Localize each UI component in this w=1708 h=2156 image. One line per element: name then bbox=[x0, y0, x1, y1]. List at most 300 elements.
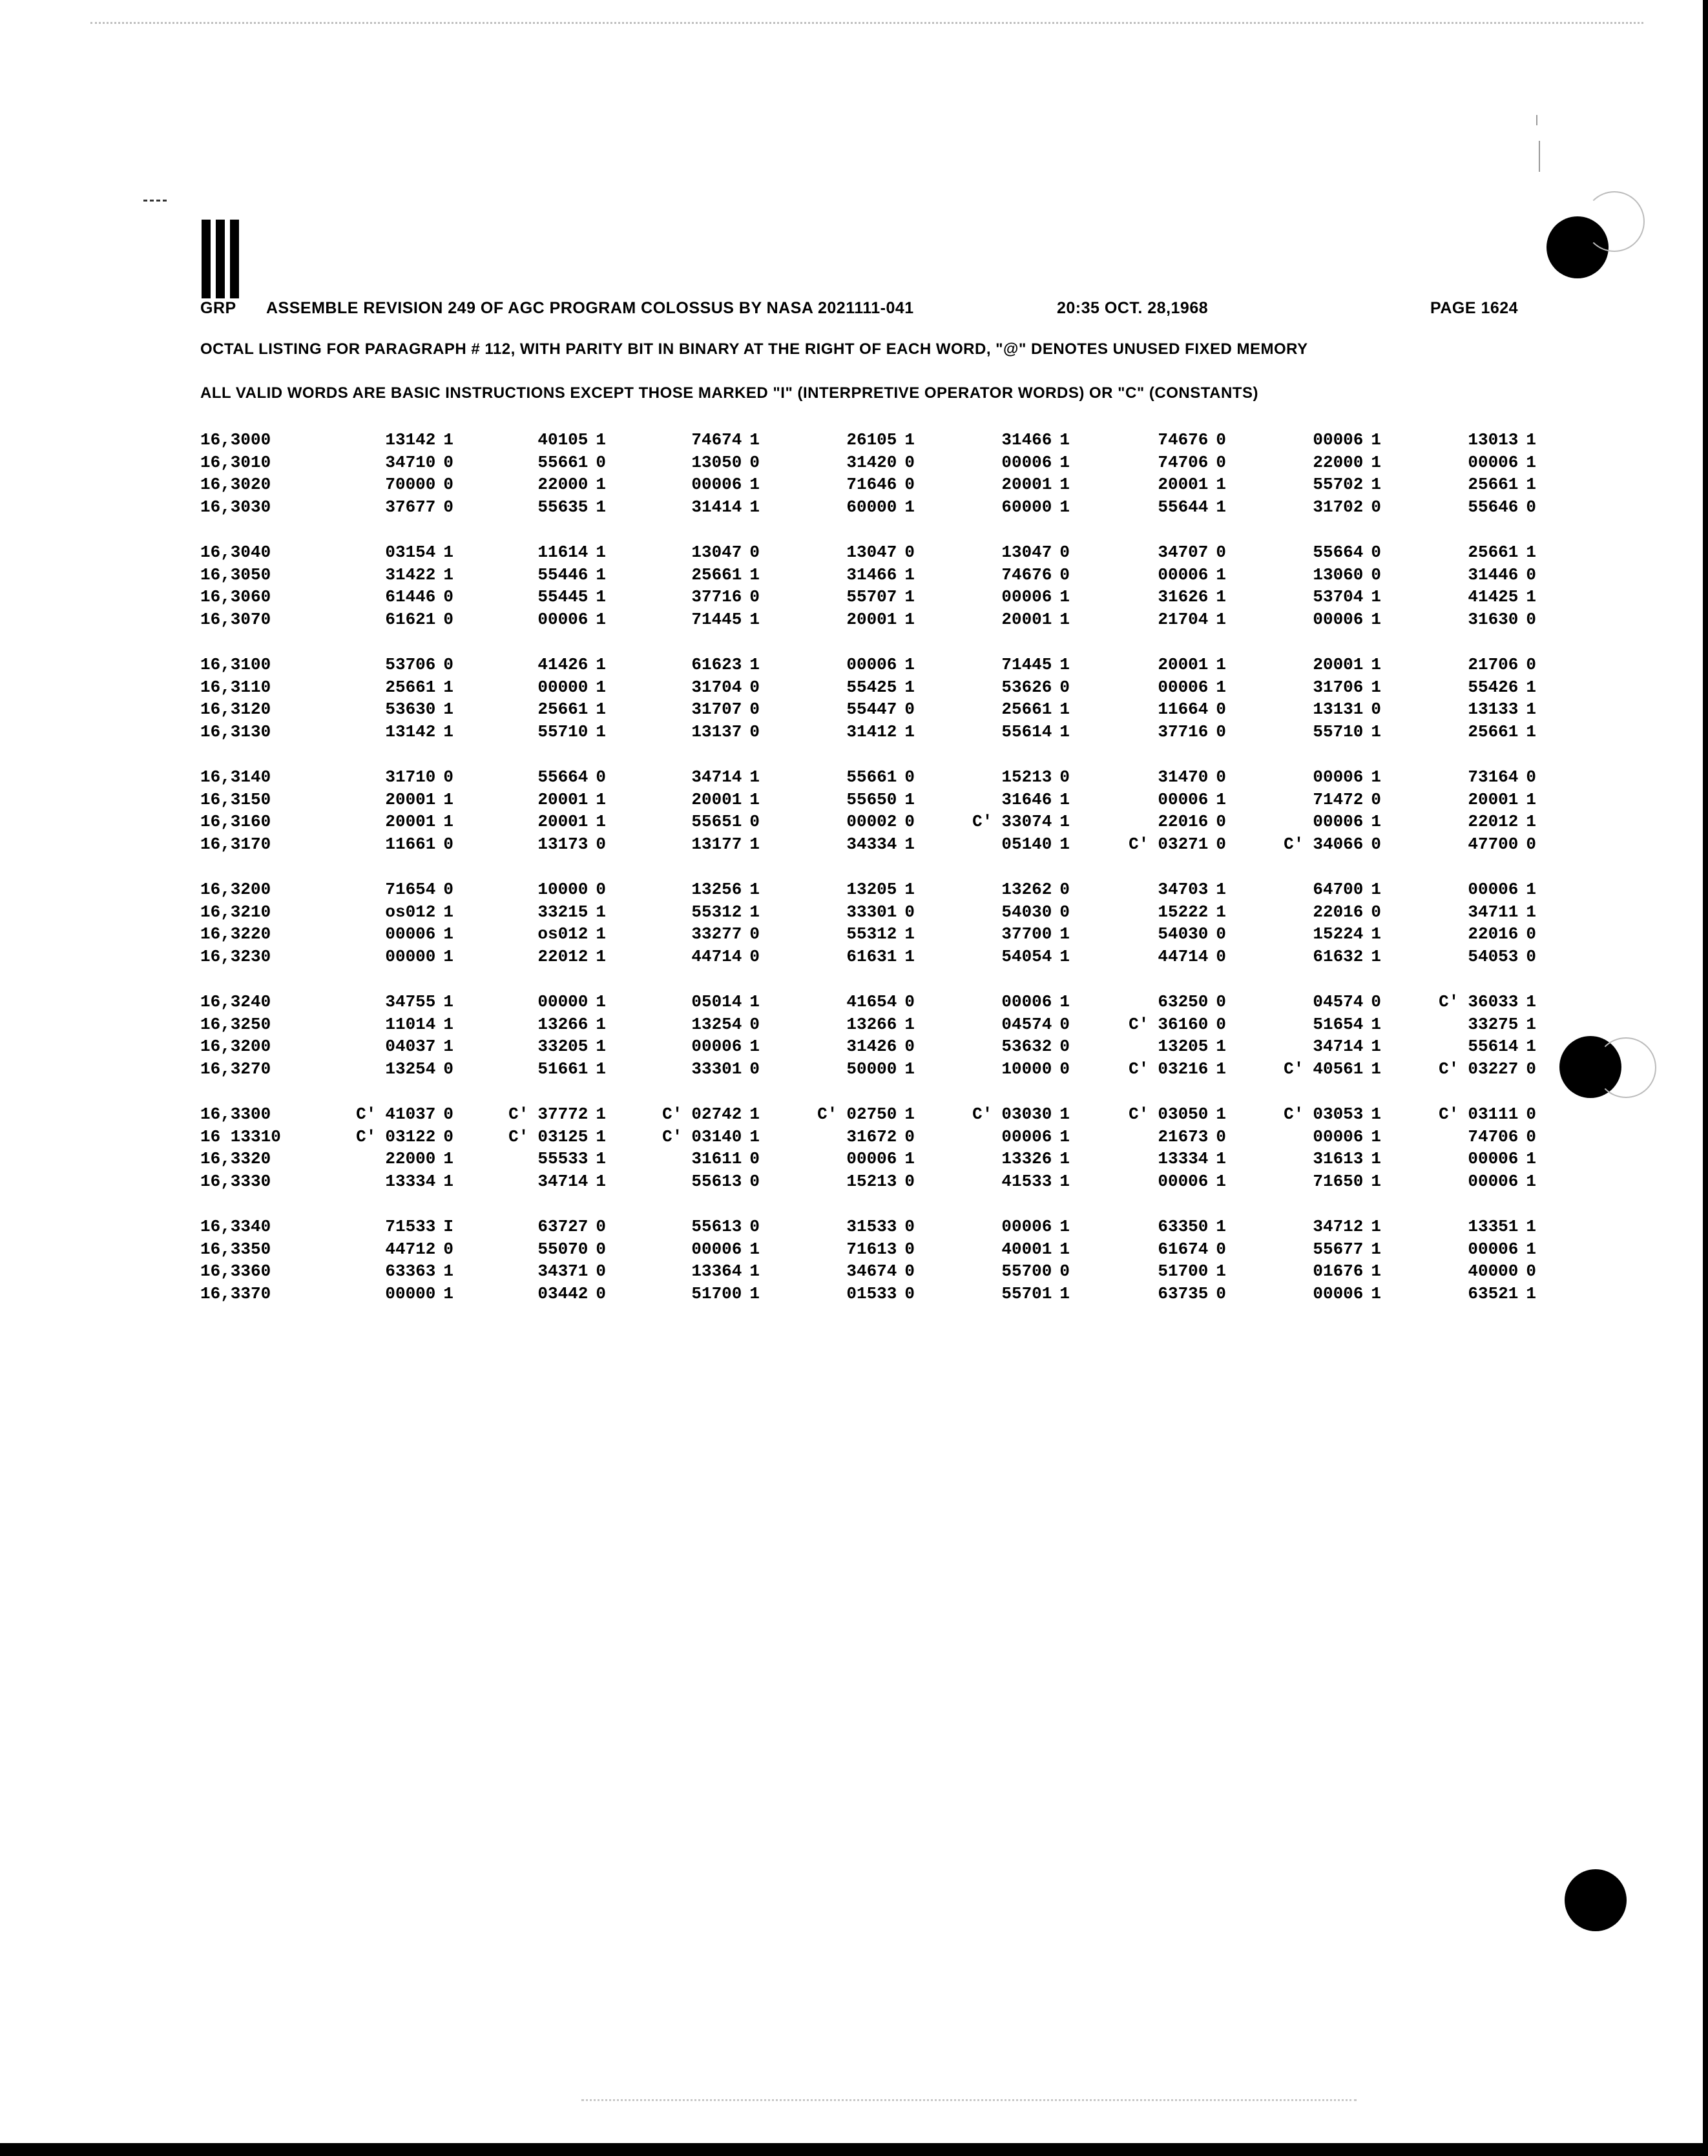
word-value: 05140 bbox=[1001, 834, 1052, 854]
word-value: 40000 bbox=[1468, 1261, 1519, 1281]
octal-word bbox=[1001, 564, 1070, 586]
parity-bit: 1 bbox=[1059, 789, 1070, 809]
constant-marker: C' bbox=[1284, 1059, 1304, 1079]
word-value: 53706 bbox=[385, 655, 436, 674]
parity-bit: 0 bbox=[1059, 1059, 1070, 1079]
octal-word bbox=[1001, 789, 1070, 811]
octal-word bbox=[1284, 1058, 1381, 1080]
parity-bit: 0 bbox=[1059, 880, 1070, 899]
parity-bit: 1 bbox=[1526, 1239, 1536, 1259]
word-value: 13177 bbox=[691, 834, 742, 854]
parity-bit: 1 bbox=[443, 1037, 453, 1056]
row-address: 16,3030 bbox=[200, 497, 271, 517]
word-value: 03125 bbox=[537, 1126, 588, 1146]
parity-bit: 1 bbox=[1216, 902, 1226, 922]
word-value: 44712 bbox=[385, 1239, 436, 1259]
word-value: 31466 bbox=[846, 565, 897, 585]
parity-bit: 0 bbox=[596, 767, 606, 787]
parity-bit: 1 bbox=[1371, 430, 1381, 450]
listing-row bbox=[200, 1260, 1550, 1283]
parity-bit: 1 bbox=[1216, 1171, 1226, 1191]
parity-bit: 0 bbox=[1216, 430, 1226, 450]
parity-bit: 1 bbox=[596, 1149, 606, 1168]
parity-bit: 1 bbox=[1216, 677, 1226, 697]
octal-word bbox=[1313, 1170, 1381, 1192]
parity-bit: 0 bbox=[1216, 452, 1226, 472]
row-address: 16,3250 bbox=[200, 1014, 271, 1034]
octal-word bbox=[1001, 766, 1070, 788]
header-legend: ALL VALID WORDS ARE BASIC INSTRUCTIONS EXCEPT THOSE MARKED "I" (INTERPRETIVE OPERATOR WORDS) OR "C" (CONSTANTS) bbox=[200, 384, 1258, 402]
octal-word bbox=[1313, 1013, 1381, 1035]
octal-word bbox=[1001, 698, 1070, 720]
octal-word bbox=[1468, 766, 1536, 788]
word-value: 55614 bbox=[1001, 721, 1052, 741]
octal-word bbox=[846, 451, 915, 473]
octal-word bbox=[1468, 1035, 1536, 1057]
octal-word bbox=[537, 1283, 606, 1305]
parity-bit: 1 bbox=[1216, 1217, 1226, 1236]
parity-bit: 0 bbox=[1526, 1104, 1536, 1124]
parity-bit: 0 bbox=[1371, 992, 1381, 1011]
listing-row bbox=[200, 789, 1550, 811]
word-value: os012 bbox=[385, 902, 436, 922]
octal-word bbox=[691, 429, 760, 451]
octal-word bbox=[1129, 833, 1226, 855]
punch-hole-bottom bbox=[1565, 1869, 1627, 1931]
word-value: 15213 bbox=[1001, 767, 1052, 787]
word-value: 13013 bbox=[1468, 430, 1519, 450]
octal-word bbox=[1468, 1260, 1536, 1282]
parity-bit: 0 bbox=[1216, 543, 1226, 562]
octal-word bbox=[1468, 789, 1536, 811]
octal-word bbox=[846, 429, 915, 451]
octal-word bbox=[537, 496, 606, 518]
octal-word bbox=[846, 1058, 915, 1080]
word-value: 13254 bbox=[385, 1059, 436, 1079]
word-value: 34703 bbox=[1158, 880, 1209, 899]
octal-word bbox=[972, 1103, 1070, 1125]
octal-word bbox=[1313, 698, 1381, 720]
octal-word bbox=[1468, 586, 1536, 608]
octal-word bbox=[508, 1126, 606, 1148]
octal-word bbox=[691, 766, 760, 788]
word-value: 31446 bbox=[1468, 565, 1519, 585]
row-address: 16,3000 bbox=[200, 430, 271, 450]
octal-word bbox=[1158, 878, 1226, 900]
parity-bit: 1 bbox=[1059, 655, 1070, 674]
word-value: 13047 bbox=[691, 543, 742, 562]
parity-bit: 1 bbox=[904, 880, 915, 899]
parity-bit: 1 bbox=[1216, 475, 1226, 494]
parity-bit: 1 bbox=[1059, 1239, 1070, 1259]
word-value: 00006 bbox=[1001, 1217, 1052, 1236]
word-value: 13364 bbox=[691, 1261, 742, 1281]
word-value: 33301 bbox=[691, 1059, 742, 1079]
octal-word bbox=[972, 811, 1070, 833]
row-address: 16,3200 bbox=[200, 1037, 271, 1056]
parity-bit: 0 bbox=[749, 587, 760, 606]
parity-bit: 0 bbox=[443, 1059, 453, 1079]
octal-word bbox=[1158, 1260, 1226, 1282]
octal-word bbox=[691, 451, 760, 473]
parity-bit: 0 bbox=[443, 1126, 453, 1146]
parity-bit: 1 bbox=[1526, 880, 1536, 899]
parity-bit: 1 bbox=[904, 587, 915, 606]
parity-bit: 0 bbox=[904, 812, 915, 831]
word-value: 00000 bbox=[537, 992, 588, 1011]
parity-bit: 0 bbox=[749, 1171, 760, 1191]
parity-bit: 1 bbox=[1371, 880, 1381, 899]
octal-word bbox=[537, 429, 606, 451]
parity-bit: 1 bbox=[749, 565, 760, 585]
octal-word bbox=[537, 878, 606, 900]
parity-bit: 1 bbox=[1371, 767, 1381, 787]
octal-word bbox=[1468, 901, 1536, 923]
word-value: 34674 bbox=[846, 1261, 897, 1281]
listing-group bbox=[200, 1216, 1550, 1305]
word-value: 00006 bbox=[691, 1037, 742, 1056]
octal-word bbox=[1468, 1013, 1536, 1035]
octal-word bbox=[1158, 991, 1226, 1013]
listing-row bbox=[200, 923, 1550, 946]
parity-bit: 0 bbox=[596, 1261, 606, 1281]
word-value: 22000 bbox=[1313, 452, 1364, 472]
parity-bit: 1 bbox=[443, 1149, 453, 1168]
parity-bit: 1 bbox=[1371, 1104, 1381, 1124]
word-value: 00006 bbox=[1468, 880, 1519, 899]
parity-bit: 1 bbox=[443, 924, 453, 944]
row-address: 16,3350 bbox=[200, 1239, 271, 1259]
word-value: 71445 bbox=[1001, 655, 1052, 674]
octal-word bbox=[1284, 1103, 1381, 1125]
parity-bit: 0 bbox=[749, 452, 760, 472]
octal-word bbox=[1313, 1216, 1381, 1238]
parity-bit: 1 bbox=[443, 721, 453, 741]
word-value: 13047 bbox=[846, 543, 897, 562]
octal-word bbox=[846, 676, 915, 698]
octal-word bbox=[846, 1170, 915, 1192]
octal-word bbox=[537, 473, 606, 495]
listing-row bbox=[200, 541, 1550, 564]
parity-bit: 1 bbox=[596, 587, 606, 606]
octal-word bbox=[846, 586, 915, 608]
word-value: 13047 bbox=[1001, 543, 1052, 562]
parity-bit: 0 bbox=[1526, 767, 1536, 787]
octal-word bbox=[1284, 833, 1381, 855]
octal-word bbox=[1129, 1103, 1226, 1125]
word-value: 22012 bbox=[537, 946, 588, 966]
constant-marker: C' bbox=[972, 1104, 993, 1124]
listing-row bbox=[200, 1013, 1550, 1036]
octal-word bbox=[1313, 789, 1381, 811]
word-value: 61674 bbox=[1158, 1239, 1209, 1259]
constant-marker: C' bbox=[356, 1104, 377, 1124]
octal-word bbox=[846, 608, 915, 630]
parity-bit: 1 bbox=[904, 655, 915, 674]
word-value: 41654 bbox=[846, 992, 897, 1011]
word-value: 13266 bbox=[846, 1014, 897, 1034]
parity-bit: 1 bbox=[1371, 1261, 1381, 1281]
word-value: 00006 bbox=[1158, 1171, 1209, 1191]
word-value: 13131 bbox=[1313, 700, 1364, 719]
octal-word bbox=[1468, 878, 1536, 900]
word-value: 55710 bbox=[1313, 721, 1364, 741]
parity-bit: 1 bbox=[1371, 1283, 1381, 1303]
word-value: 61623 bbox=[691, 655, 742, 674]
word-value: 34714 bbox=[537, 1171, 588, 1191]
word-value: 74706 bbox=[1158, 452, 1209, 472]
row-address: 16,3270 bbox=[200, 1059, 271, 1079]
octal-word bbox=[508, 1103, 606, 1125]
parity-bit: 1 bbox=[904, 565, 915, 585]
octal-word bbox=[1158, 901, 1226, 923]
parity-bit: 1 bbox=[596, 992, 606, 1011]
parity-bit: 1 bbox=[1059, 452, 1070, 472]
octal-word bbox=[1313, 923, 1381, 945]
word-value: 55664 bbox=[537, 767, 588, 787]
word-value: 13142 bbox=[385, 721, 436, 741]
word-value: 11014 bbox=[385, 1014, 436, 1034]
octal-word bbox=[691, 1148, 760, 1170]
word-value: 34371 bbox=[537, 1261, 588, 1281]
row-address: 16,3120 bbox=[200, 700, 271, 719]
parity-bit: 1 bbox=[749, 1283, 760, 1303]
octal-word bbox=[1313, 946, 1381, 968]
listing-row bbox=[200, 1035, 1550, 1058]
parity-bit: 1 bbox=[749, 1239, 760, 1259]
word-value: 25661 bbox=[385, 677, 436, 697]
word-value: 73164 bbox=[1468, 767, 1519, 787]
row-address: 16,3130 bbox=[200, 721, 271, 741]
parity-bit: 1 bbox=[1059, 812, 1070, 831]
listing-row bbox=[200, 1238, 1550, 1261]
parity-bit: 1 bbox=[1526, 700, 1536, 719]
octal-word bbox=[846, 496, 915, 518]
listing-row bbox=[200, 878, 1550, 901]
word-value: 04037 bbox=[385, 1037, 436, 1056]
octal-word bbox=[1468, 1238, 1536, 1260]
word-value: 74676 bbox=[1158, 430, 1209, 450]
word-value: 20001 bbox=[537, 789, 588, 809]
word-value: 71613 bbox=[846, 1239, 897, 1259]
parity-bit: 0 bbox=[443, 1239, 453, 1259]
word-value: 34707 bbox=[1158, 543, 1209, 562]
octal-word bbox=[1313, 1260, 1381, 1282]
word-value: 36033 bbox=[1468, 992, 1519, 1011]
octal-word bbox=[1158, 1126, 1226, 1148]
row-address: 16,3040 bbox=[200, 543, 271, 562]
word-value: 63727 bbox=[537, 1217, 588, 1236]
word-value: 03053 bbox=[1313, 1104, 1364, 1124]
octal-word bbox=[385, 608, 453, 630]
octal-word bbox=[846, 541, 915, 563]
parity-bit: 1 bbox=[1216, 655, 1226, 674]
listing-row bbox=[200, 429, 1550, 451]
parity-bit: 1 bbox=[1371, 1126, 1381, 1146]
parity-bit: 1 bbox=[1059, 1283, 1070, 1303]
parity-bit: 0 bbox=[1371, 565, 1381, 585]
parity-bit: 0 bbox=[1526, 924, 1536, 944]
octal-word bbox=[385, 676, 453, 698]
parity-bit: 0 bbox=[749, 812, 760, 831]
row-address: 16,3300 bbox=[200, 1104, 271, 1124]
parity-bit: 0 bbox=[904, 452, 915, 472]
word-value: 22016 bbox=[1158, 812, 1209, 831]
parity-bit: 1 bbox=[596, 677, 606, 697]
octal-word bbox=[1158, 1035, 1226, 1057]
word-value: 63363 bbox=[385, 1261, 436, 1281]
parity-bit: 1 bbox=[443, 1283, 453, 1303]
octal-word bbox=[691, 1058, 760, 1080]
octal-word bbox=[1158, 789, 1226, 811]
octal-word bbox=[537, 564, 606, 586]
parity-bit: 0 bbox=[904, 1126, 915, 1146]
scan-edge-bottom bbox=[0, 2143, 1708, 2156]
octal-word bbox=[537, 586, 606, 608]
octal-word bbox=[1313, 1238, 1381, 1260]
octal-word bbox=[1468, 923, 1536, 945]
listing-group bbox=[200, 878, 1550, 968]
parity-bit: 0 bbox=[596, 1283, 606, 1303]
word-value: 53704 bbox=[1313, 587, 1364, 606]
parity-bit: 1 bbox=[904, 677, 915, 697]
octal-word bbox=[1439, 1103, 1536, 1125]
octal-word bbox=[385, 451, 453, 473]
octal-word bbox=[691, 1260, 760, 1282]
word-value: 71472 bbox=[1313, 789, 1364, 809]
octal-word bbox=[846, 473, 915, 495]
octal-word bbox=[846, 766, 915, 788]
parity-bit: 1 bbox=[749, 1261, 760, 1281]
listing-row bbox=[200, 991, 1550, 1013]
parity-bit: 1 bbox=[1059, 475, 1070, 494]
margin-mark bbox=[1536, 115, 1537, 125]
octal-word bbox=[691, 1035, 760, 1057]
word-value: 13060 bbox=[1313, 565, 1364, 585]
octal-word bbox=[1158, 473, 1226, 495]
word-value: 11664 bbox=[1158, 700, 1209, 719]
parity-bit: 1 bbox=[443, 1171, 453, 1191]
word-value: 54030 bbox=[1001, 902, 1052, 922]
octal-word bbox=[1001, 1148, 1070, 1170]
parity-bit: 0 bbox=[1216, 700, 1226, 719]
word-value: 55701 bbox=[1001, 1283, 1052, 1303]
listing-row bbox=[200, 1216, 1550, 1238]
parity-bit: 0 bbox=[443, 609, 453, 629]
word-value: 41426 bbox=[537, 655, 588, 674]
listing-row bbox=[200, 1170, 1550, 1193]
word-value: 04574 bbox=[1313, 992, 1364, 1011]
parity-bit: 1 bbox=[1371, 452, 1381, 472]
octal-word bbox=[1468, 541, 1536, 563]
word-value: 15222 bbox=[1158, 902, 1209, 922]
octal-word bbox=[1313, 901, 1381, 923]
parity-bit: 0 bbox=[1216, 1014, 1226, 1034]
row-address: 16,3370 bbox=[200, 1283, 271, 1303]
octal-word bbox=[846, 833, 915, 855]
octal-word bbox=[1468, 811, 1536, 833]
word-value: 11614 bbox=[537, 543, 588, 562]
octal-word bbox=[1158, 451, 1226, 473]
listing-row bbox=[200, 451, 1550, 474]
octal-word bbox=[537, 1148, 606, 1170]
row-address: 16,3150 bbox=[200, 789, 271, 809]
constant-marker: C' bbox=[1129, 1014, 1149, 1034]
constant-marker: C' bbox=[508, 1126, 529, 1146]
parity-bit: 1 bbox=[749, 1104, 760, 1124]
word-value: 31672 bbox=[846, 1126, 897, 1146]
octal-word bbox=[1313, 811, 1381, 833]
word-value: 01676 bbox=[1313, 1261, 1364, 1281]
octal-word bbox=[846, 698, 915, 720]
parity-bit: 1 bbox=[1371, 812, 1381, 831]
parity-bit: 0 bbox=[443, 587, 453, 606]
octal-word bbox=[1158, 923, 1226, 945]
octal-word bbox=[1158, 1216, 1226, 1238]
parity-bit: 0 bbox=[1526, 1126, 1536, 1146]
octal-word bbox=[1001, 721, 1070, 743]
word-value: 31626 bbox=[1158, 587, 1209, 606]
word-value: 00006 bbox=[691, 1239, 742, 1259]
listing-row bbox=[200, 1283, 1550, 1305]
octal-word bbox=[1001, 1126, 1070, 1148]
octal-word bbox=[1001, 901, 1070, 923]
octal-word bbox=[691, 1013, 760, 1035]
constant-marker: C' bbox=[1439, 1059, 1459, 1079]
word-value: 31704 bbox=[691, 677, 742, 697]
octal-word bbox=[1313, 608, 1381, 630]
octal-word bbox=[1158, 496, 1226, 518]
word-value: 00006 bbox=[1001, 1126, 1052, 1146]
octal-word bbox=[846, 1260, 915, 1282]
word-value: 13351 bbox=[1468, 1217, 1519, 1236]
word-value: 13173 bbox=[537, 834, 588, 854]
printer-bar bbox=[202, 220, 211, 298]
word-value: 55312 bbox=[846, 924, 897, 944]
word-value: 22016 bbox=[1313, 902, 1364, 922]
octal-word bbox=[846, 1283, 915, 1305]
octal-word bbox=[537, 811, 606, 833]
parity-bit: 1 bbox=[1371, 721, 1381, 741]
parity-bit: 1 bbox=[1059, 992, 1070, 1011]
octal-word bbox=[1313, 473, 1381, 495]
constant-marker: C' bbox=[1439, 1104, 1459, 1124]
word-value: 33074 bbox=[1001, 812, 1052, 831]
word-value: 54054 bbox=[1001, 946, 1052, 966]
octal-word bbox=[662, 1103, 760, 1125]
parity-bit: 0 bbox=[1059, 543, 1070, 562]
word-value: 13334 bbox=[1158, 1149, 1209, 1168]
word-value: 20001 bbox=[1158, 655, 1209, 674]
octal-word bbox=[846, 564, 915, 586]
punch-hole-ring-top bbox=[1584, 191, 1645, 252]
word-value: 11661 bbox=[385, 834, 436, 854]
octal-word bbox=[846, 991, 915, 1013]
row-address: 16,3100 bbox=[200, 655, 271, 674]
word-value: 00006 bbox=[1468, 452, 1519, 472]
octal-word bbox=[691, 676, 760, 698]
parity-bit: 1 bbox=[904, 430, 915, 450]
word-value: 25661 bbox=[1468, 721, 1519, 741]
listing-row bbox=[200, 564, 1550, 586]
parity-bit: 0 bbox=[1216, 924, 1226, 944]
parity-bit: 1 bbox=[596, 924, 606, 944]
word-value: 13137 bbox=[691, 721, 742, 741]
parity-bit: 1 bbox=[1371, 609, 1381, 629]
parity-bit: 1 bbox=[443, 543, 453, 562]
octal-word bbox=[385, 429, 453, 451]
word-value: 03140 bbox=[691, 1126, 742, 1146]
